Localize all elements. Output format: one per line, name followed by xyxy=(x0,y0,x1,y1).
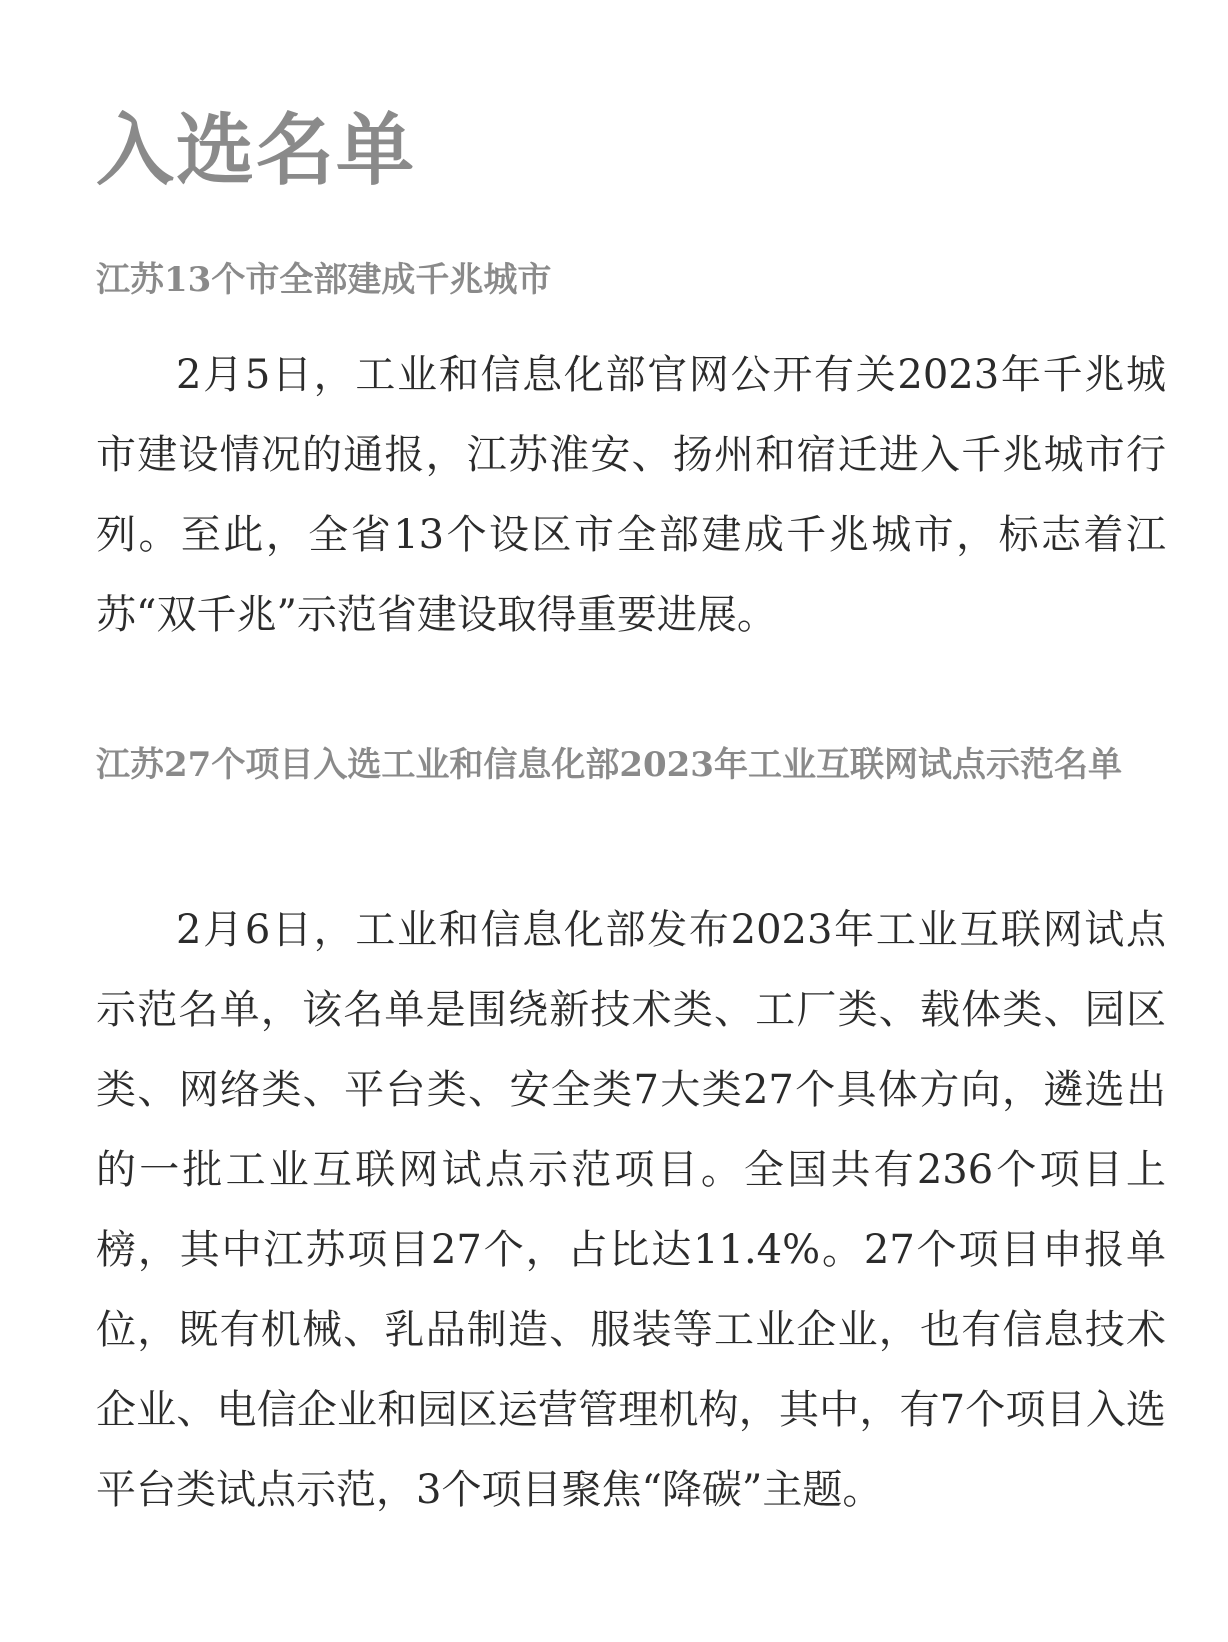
section-paragraph-gigabit-cities: 2月5日，工业和信息化部官网公开有关2023年千兆城市建设情况的通报，江苏淮安、扬州和宿迁进入千兆城市行列。至此，全省13个设区市全部建成千兆城市，标志着江苏“双千兆”示范省建设取得重要进展。 xyxy=(96,352,1166,638)
page-title: 入选名单 xyxy=(96,106,417,196)
section-heading-gigabit-cities: 江苏13个市全部建成千兆城市 xyxy=(96,260,552,300)
section-paragraph-industrial-internet: 2月6日，工业和信息化部发布2023年工业互联网试点示范名单，该名单是围绕新技术类、工厂类、载体类、园区类、网络类、平台类、安全类7大类27个具体方向，遴选出的一批工业互联网试点示范项目。全国共有236个项目上榜，其中江苏项目27个，占比达11.4%。27个项目申报单位，既有机械、乳品制造、服装等工业企业，也有信息技术企业、电信企业和园区运营管理机构，其中，有7个项目入选平台类试点示范，3个项目聚焦“降碳”主题。 xyxy=(96,907,1166,1513)
section-heading-industrial-internet: 江苏27个项目入选工业和信息化部2023年工业互联网试点示范名单 xyxy=(96,745,1122,785)
